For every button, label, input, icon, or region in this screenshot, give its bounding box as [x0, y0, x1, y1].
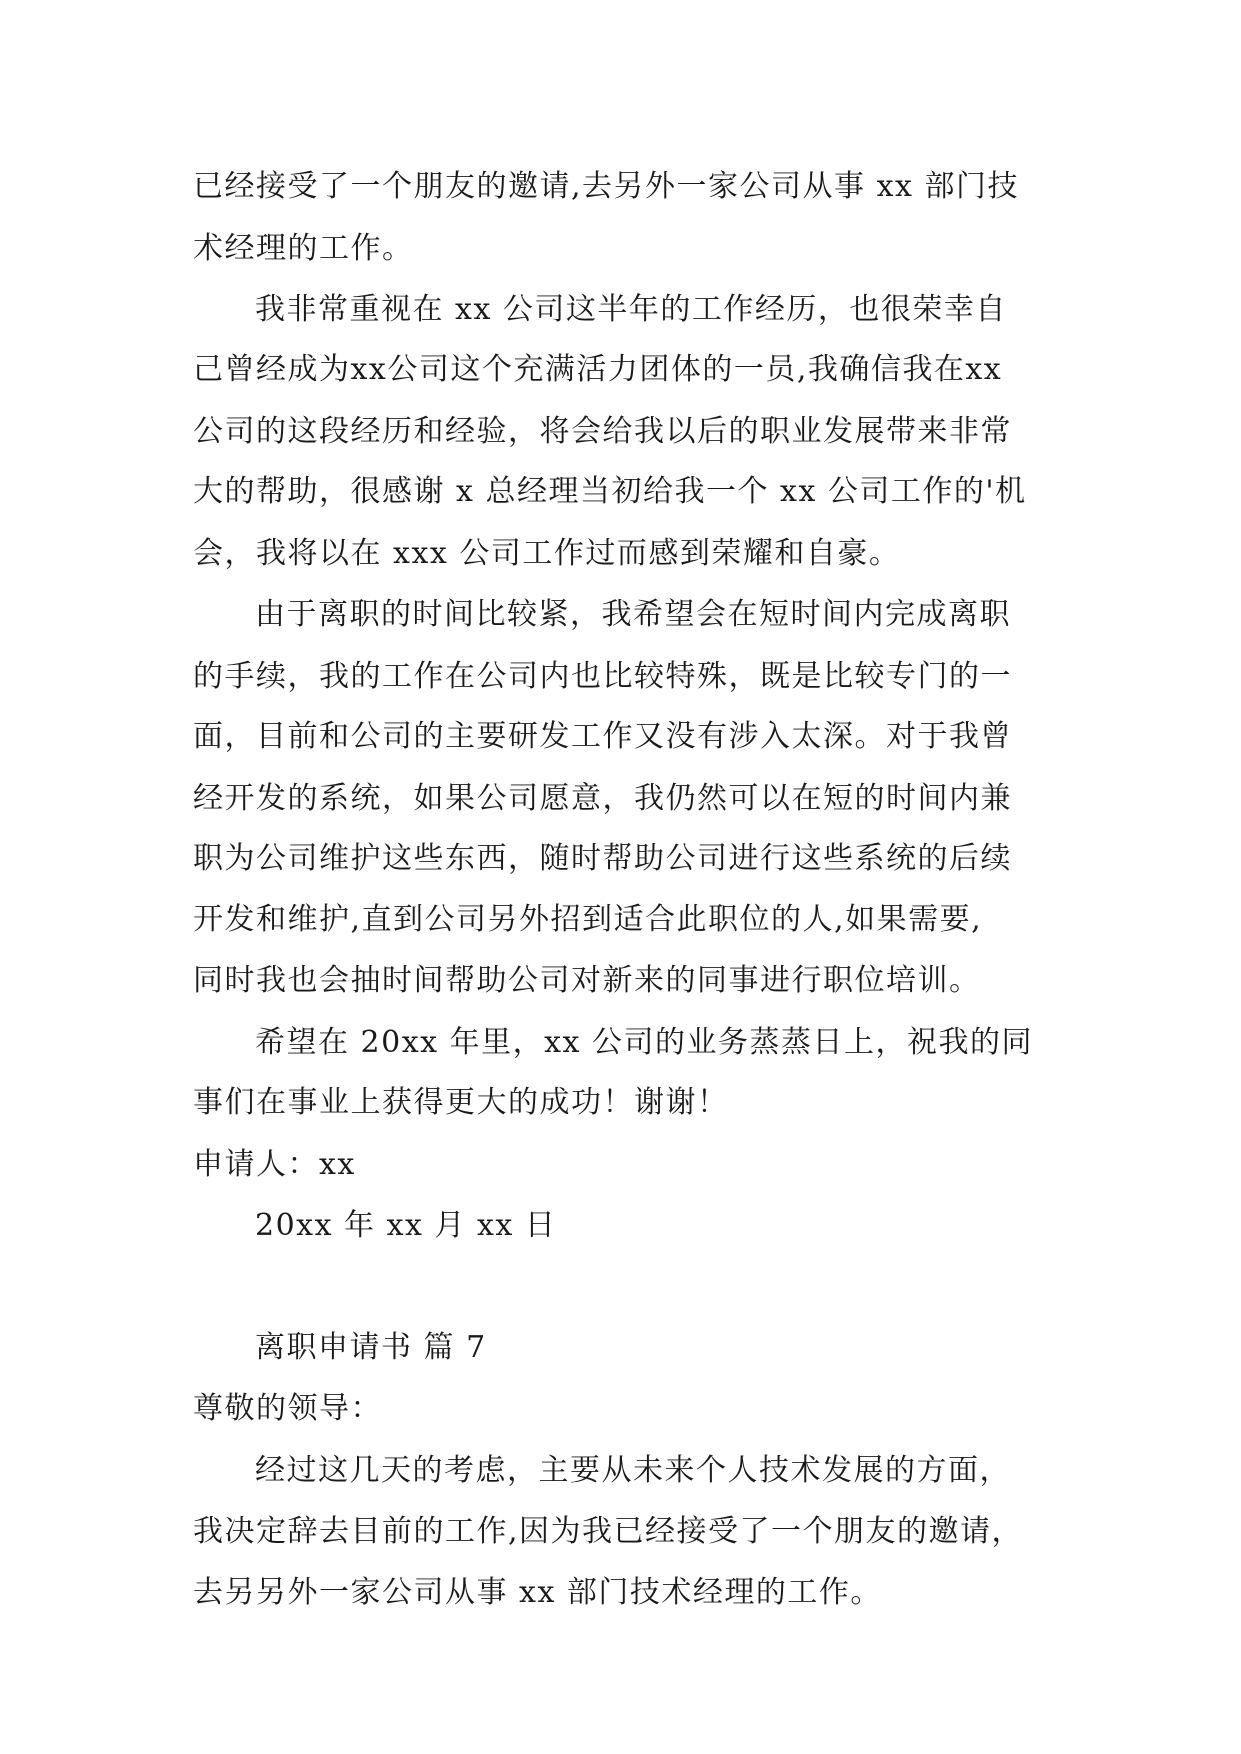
text-line: 面，目前和公司的主要研发工作又没有涉入太深。对于我曾 — [193, 719, 1012, 754]
text-line: 同时我也会抽时间帮助公司对新来的同事进行职位培训。 — [193, 963, 981, 998]
paragraph-start: 由于离职的时间比较紧，我希望会在短时间内完成离职 — [255, 597, 1011, 632]
text-line: 会，我将以在 xxx 公司工作过而感到荣耀和自豪。 — [193, 536, 901, 571]
text-line: 去另另外一家公司从事 xx 部门技术经理的工作。 — [193, 1575, 882, 1610]
salutation: 尊敬的领导： — [193, 1391, 382, 1426]
text-line: 职为公司维护这些东西，随时帮助公司进行这些系统的后续 — [193, 841, 1012, 876]
text-line: 大的帮助，很感谢 x 总经理当初给我一个 xx 公司工作的'机 — [193, 474, 1027, 509]
paragraph-start: 希望在 20xx 年里，xx 公司的业务蒸蒸日上，祝我的同 — [255, 1025, 1033, 1060]
signature-line: 申请人：xx — [193, 1147, 356, 1182]
text-line: 已经接受了一个朋友的邀请,去另外一家公司从事 xx 部门技 — [193, 169, 1019, 204]
date-line: 20xx 年 xx 月 xx 日 — [255, 1208, 557, 1243]
text-line: 事们在事业上获得更大的成功！谢谢！ — [193, 1085, 729, 1120]
section-heading: 离职申请书 篇 7 — [255, 1330, 487, 1365]
text-line: 我决定辞去目前的工作,因为我已经接受了一个朋友的邀请， — [193, 1514, 1024, 1549]
text-line: 开发和维护,直到公司另外招到适合此职位的人,如果需要, — [193, 902, 983, 937]
paragraph-start: 经过这几天的考虑，主要从未来个人技术发展的方面， — [255, 1453, 1011, 1488]
text-line: 术经理的工作。 — [193, 231, 414, 266]
text-line: 经开发的系统，如果公司愿意，我仍然可以在短的时间内兼 — [193, 781, 1012, 816]
text-line: 的手续，我的工作在公司内也比较特殊，既是比较专门的一 — [193, 659, 1012, 694]
text-line: 公司的这段经历和经验，将会给我以后的职业发展带来非常 — [193, 414, 1012, 449]
paragraph-start: 我非常重视在 xx 公司这半年的工作经历，也很荣幸自 — [255, 292, 1007, 327]
text-line: 己曾经成为xx公司这个充满活力团体的一员,我确信我在xx — [193, 352, 1003, 387]
